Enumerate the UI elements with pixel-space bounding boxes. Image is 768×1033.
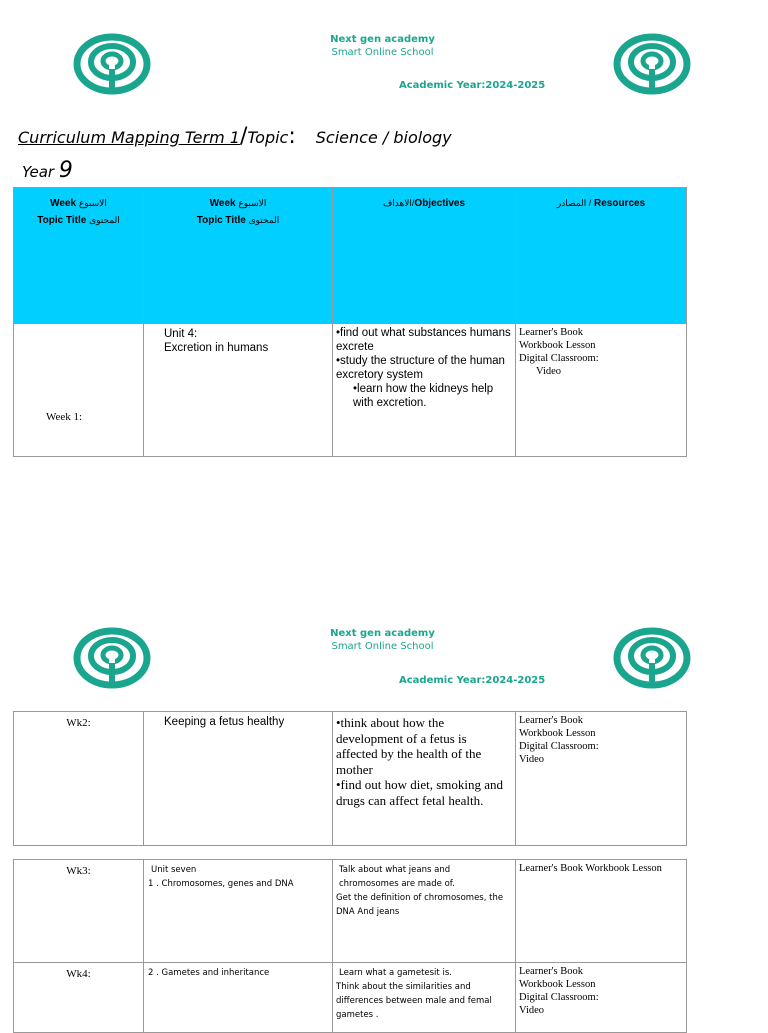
school-name: Next gen academy: [330, 628, 435, 639]
header-objectives: [333, 188, 516, 324]
title-part1: Curriculum Mapping Term 1: [18, 128, 240, 147]
week-cell: [14, 963, 144, 1033]
curriculum-table: [13, 711, 687, 846]
objectives-cell: [333, 963, 516, 1033]
week-cell: [14, 712, 144, 846]
week-label: Wk2:: [66, 717, 91, 729]
school-subtitle: Smart Online School: [331, 47, 434, 58]
academy-logo-icon: [612, 33, 692, 95]
topic-colon: :: [288, 124, 296, 149]
header-week: Week: [209, 198, 236, 209]
resource-item: Learner's Book: [519, 715, 583, 726]
resources-cell: [516, 324, 687, 457]
curriculum-table: [13, 859, 687, 1033]
school-header: [300, 34, 465, 58]
resource-item: Learner's Book: [519, 327, 583, 338]
resource-item: Workbook Lesson: [519, 728, 596, 739]
header-resources-en: Resources: [594, 198, 646, 209]
year-label: [22, 158, 73, 183]
resources-cell: [516, 963, 687, 1033]
table-header-row: [14, 188, 687, 324]
topic-line: 2 . Gametes and inheritance: [148, 968, 270, 978]
topic-cell: [144, 963, 333, 1033]
curriculum-table: [13, 187, 687, 457]
header-week-ar: الاسبوع: [78, 198, 107, 208]
resource-item: Digital Classroom:: [519, 992, 599, 1003]
topic-cell: [144, 324, 333, 457]
resources-cell: [516, 712, 687, 846]
objective-item: Get the definition of chromosomes, the DNA And jeans: [336, 893, 504, 917]
header-objectives-ar: الاهداف/: [382, 198, 415, 208]
resource-item: Workbook Lesson: [519, 979, 596, 990]
header-resources: [516, 188, 687, 324]
topic-line: Excretion in humans: [164, 342, 269, 354]
objective-item: •find out how diet, smoking and drugs can affect fetal health.: [336, 777, 504, 808]
header-week-ar: الاسبوع: [238, 198, 267, 208]
topic-cell: [144, 712, 333, 846]
resource-item: Video: [519, 754, 545, 765]
table-row: [14, 963, 687, 1033]
week-cell: [14, 860, 144, 963]
week-label: Wk4:: [66, 968, 91, 980]
year-text: Year: [22, 163, 55, 181]
objective-item: •study the structure of the human excretory system: [336, 355, 505, 381]
table-row: [14, 712, 687, 846]
objective-item: •find out what substances humans excrete: [336, 327, 511, 353]
header-week-topic-1: [14, 188, 144, 324]
topic-cell: [144, 860, 333, 963]
resource-item: Learner's Book Workbook Lesson: [519, 863, 662, 874]
school-header: [300, 628, 465, 652]
week-label: Week 1:: [46, 411, 83, 423]
topic-line: Unit 4:: [164, 328, 198, 340]
year-number: 9: [58, 158, 73, 183]
header-week: Week: [50, 198, 77, 209]
objectives-cell: [333, 324, 516, 457]
topic-line: 1 . Chromosomes, genes and DNA: [148, 879, 294, 889]
resource-item: Workbook Lesson: [519, 340, 596, 351]
title-slash: /: [239, 124, 248, 149]
objective-item: •think about how the development of a fetus is affected by the health of the mother: [336, 715, 482, 777]
page-title: [18, 124, 452, 149]
objective-item: •learn how the kidneys help with excretion.: [353, 383, 494, 409]
academy-logo-icon: [72, 627, 152, 689]
header-topic-ar: المحتوى: [248, 215, 280, 225]
academic-year: Academic Year:2024-2025: [399, 675, 546, 686]
objectives-cell: [333, 712, 516, 846]
objective-item: Talk about what jeans and chromosomes are made of.: [339, 865, 455, 889]
topic-label: Topic: [247, 128, 289, 147]
school-subtitle: Smart Online School: [331, 641, 434, 652]
resource-item: Digital Classroom:: [519, 353, 599, 364]
resource-item: Digital Classroom:: [519, 741, 599, 752]
resource-item: Learner's Book: [519, 966, 583, 977]
academy-logo-icon: [612, 627, 692, 689]
objectives-cell: [333, 860, 516, 963]
table-row: [14, 860, 687, 963]
header-topic: Topic Title: [37, 215, 87, 226]
week-cell: [14, 324, 144, 457]
header-topic: Topic Title: [196, 215, 246, 226]
header-resources-ar: المصادر /: [556, 198, 592, 208]
table-row: [14, 324, 687, 457]
topic-value: Science / biology: [315, 128, 452, 147]
header-week-topic-2: [144, 188, 333, 324]
objective-item: Think about the similarities and differences between male and femal gametes .: [336, 982, 492, 1020]
resource-item: Video: [536, 366, 562, 377]
week-label: Wk3:: [66, 865, 91, 877]
academic-year: Academic Year:2024-2025: [399, 80, 546, 91]
resources-cell: [516, 860, 687, 963]
school-name: Next gen academy: [330, 34, 435, 45]
topic-line: Keeping a fetus healthy: [164, 716, 285, 728]
topic-line: Unit seven: [151, 865, 197, 875]
header-topic-ar: المحتوى: [89, 215, 120, 225]
objective-item: Learn what a gametesit is.: [339, 968, 452, 978]
resource-item: Video: [519, 1005, 545, 1016]
academy-logo-icon: [72, 33, 152, 95]
header-objectives-en: Objectives: [414, 198, 466, 209]
